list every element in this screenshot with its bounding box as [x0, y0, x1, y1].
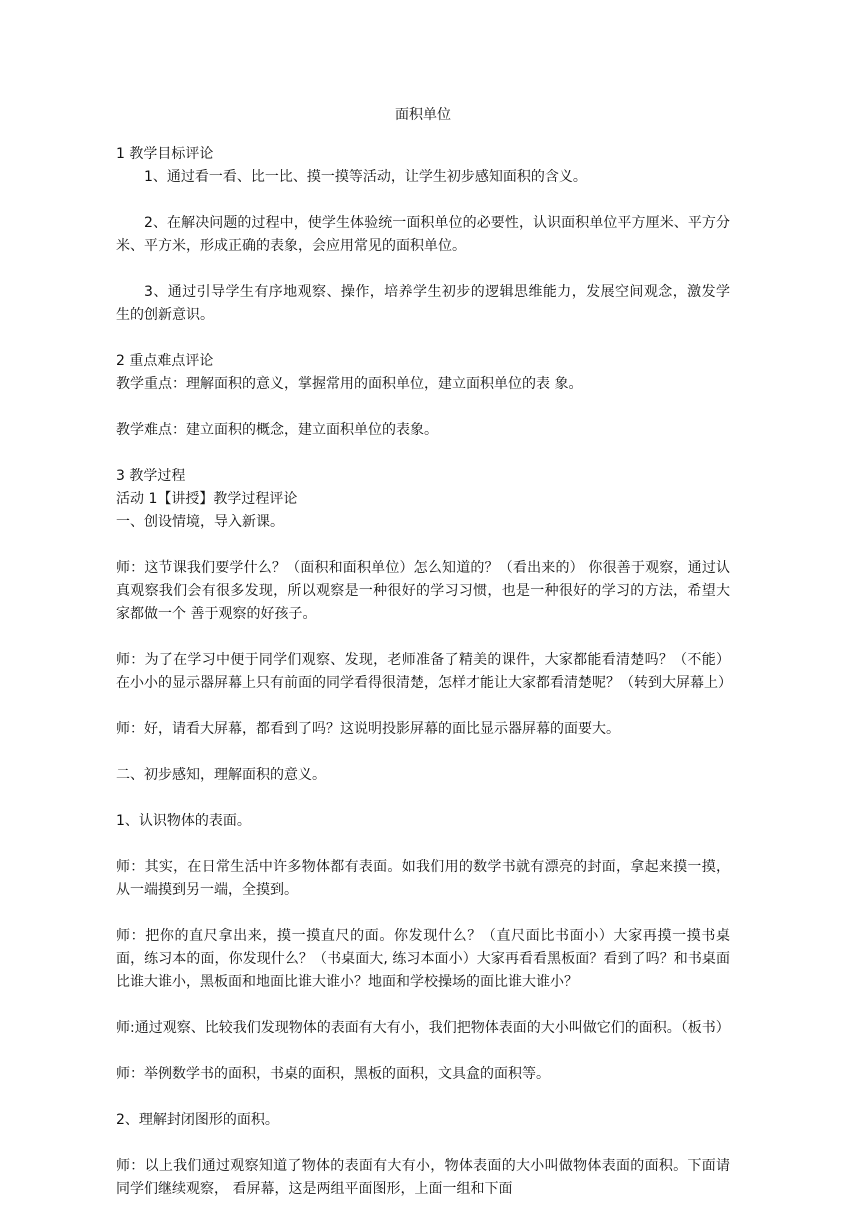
paragraph: 师：为了在学习中便于同学们观察、发现，老师准备了精美的课件，大家都能看清楚吗？（不能）在小小的显示器屏幕上只有前面的同学看得很清楚，怎样才能让大家都看清楚呢？（转到大屏幕上） [116, 652, 732, 691]
paragraph: 1、通过看一看、比一比、摸一摸等活动，让学生初步感知面积的含义。 [144, 169, 587, 185]
paragraph: 教学难点：建立面积的概念，建立面积单位的表象。 [116, 422, 438, 438]
paragraph: 师：好，请看大屏幕，都看到了吗？这说明投影屏幕的面比显示器屏幕的面要大。 [116, 721, 620, 737]
paragraph: 师：把你的直尺拿出来，摸一摸直尺的面。你发现什么？（直尺面比书面小）大家再摸一摸书桌面，练习本的面，你发现什么？（书桌面大, 练习本面小）大家再看看黑板面？看到了吗？和书桌面比谁大谁小，黑板面和地面比谁大谁小？地面和学校操场的面比谁大谁小？ [116, 928, 730, 990]
paragraph: 师：其实，在日常生活中许多物体都有表面。如我们用的数学书就有漂亮的封面，拿起来摸一摸，从一端摸到另一端，全摸到。 [116, 859, 730, 898]
subsection-heading: 2、理解封闭图形的面积。 [116, 1112, 279, 1128]
document-title: 面积单位 [395, 107, 451, 123]
paragraph: 师：以上我们通过观察知道了物体的表面有大有小，物体表面的大小叫做物体表面的面积。下面请同学们继续观察， 看屏幕，这是两组平面图形，上面一组和下面 [116, 1158, 730, 1197]
paragraph: 师：举例数学书的面积，书桌的面积，黑板的面积，文具盒的面积等。 [116, 1066, 550, 1082]
paragraph: 教学重点：理解面积的意义，掌握常用的面积单位，建立面积单位的表 象。 [116, 376, 583, 392]
paragraph: 师：这节课我们要学什么？（面积和面积单位）怎么知道的？（看出来的） 你很善于观察，通过认真观察我们会有很多发现，所以观察是一种很好的学习习惯，也是一种很好的学习的方法，希望大家都做一个 善于观察的好孩子。 [116, 560, 730, 622]
subsection-heading: 二、初步感知，理解面积的意义。 [116, 767, 326, 783]
paragraph: 2、在解决问题的过程中，使学生体验统一面积单位的必要性，认识面积单位平方厘米、平方分米、平方米，形成正确的表象，会应用常见的面积单位。 [116, 215, 730, 254]
section-heading-objectives: 1 教学目标评论 [116, 146, 214, 162]
paragraph: 师:通过观察、比较我们发现物体的表面有大有小，我们把物体表面的大小叫做它们的面积。（板书） [116, 1020, 730, 1036]
document-page [116, 104, 730, 1201]
subsection-heading: 1、认识物体的表面。 [116, 813, 251, 829]
section-heading-process: 3 教学过程 [116, 468, 186, 484]
paragraph: 3、通过引导学生有序地观察、操作，培养学生初步的逻辑思维能力，发展空间观念，激发学 生的创新意识。 [116, 284, 730, 323]
activity-heading: 活动 1【讲授】教学过程评论 [116, 491, 298, 507]
subsection-heading: 一、创设情境，导入新课。 [116, 514, 284, 530]
section-heading-key-points: 2 重点难点评论 [116, 353, 214, 369]
